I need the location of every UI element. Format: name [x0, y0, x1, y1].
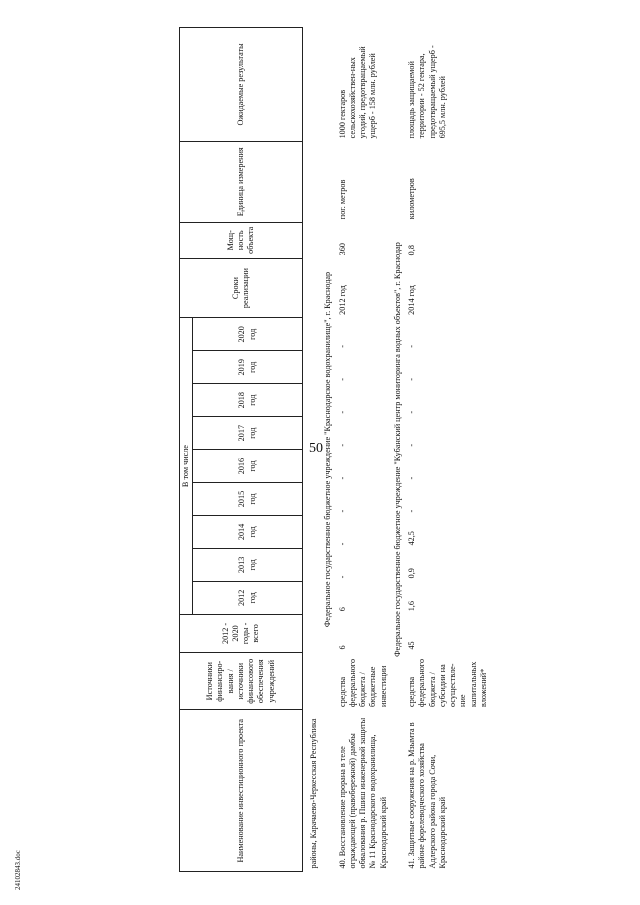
header-terms: Сроки реализации: [180, 258, 303, 318]
header-sources: Источники финансиро-вания / источники финансового обеспечения учреждений: [180, 653, 303, 710]
row-unit: пог. метров: [337, 179, 347, 220]
row-year-value: -: [337, 410, 347, 414]
section-heading-row: [391, 28, 405, 872]
row-source: средства федерального бюджета / бюджетные инвестиции: [337, 658, 388, 707]
section-heading: Федеральное государственное бюджетное учреждение "Кубанский центр мониторинга водных объектов", г. Краснодар: [392, 242, 402, 657]
header-results: Ожидаемые результаты: [180, 28, 303, 142]
row-terms: 2012 год: [337, 285, 347, 315]
footer-file-code: 2410284З.doc: [14, 850, 22, 890]
investment-table: [179, 27, 491, 872]
row-year-value: -: [337, 542, 347, 546]
header-year: 2016 год: [193, 450, 303, 483]
row-number: 40.: [337, 858, 347, 869]
header-capacity: Мощ-ность объекта: [180, 222, 303, 258]
section-heading: Федеральное государственное бюджетное учреждение "Краснодарское водохранилище", г. Краснодар: [323, 271, 333, 628]
row-year-value: 42,5: [407, 531, 416, 546]
row-capacity: 360: [337, 243, 347, 256]
header-unit: Единица измерения: [180, 141, 303, 222]
header-year: 2020 год: [193, 318, 303, 351]
row-capacity: 0,8: [407, 245, 416, 256]
row-year-value: -: [337, 575, 347, 579]
row-total: 6: [337, 645, 347, 650]
row-number: 41.: [407, 858, 416, 869]
header-year: 2012 год: [193, 581, 303, 614]
header-year: 2018 год: [193, 384, 303, 417]
header-incl: В том числе: [180, 318, 193, 614]
header-year: 2014 год: [193, 515, 303, 548]
row-year-value: -: [407, 410, 416, 414]
row-terms: 2014 год: [407, 285, 416, 315]
row-unit: километров: [407, 178, 416, 220]
header-year: 2013 год: [193, 548, 303, 581]
row-year-value: -: [407, 378, 416, 381]
row-year-value: -: [407, 509, 416, 513]
continuation-row: [303, 28, 322, 872]
row-year-value: -: [337, 345, 347, 348]
row-year-value: -: [337, 378, 347, 381]
continuation-text: районы, Карачаево-Черкесская Республика: [309, 718, 318, 869]
row-total: 45: [407, 641, 416, 650]
row-source: средства федерального бюджета / субсидии на осуществле-ние капитальных вложений*: [407, 658, 488, 707]
row-year-value: -: [337, 509, 347, 513]
row-year-value: 0,9: [407, 568, 416, 579]
row-year-value: -: [407, 476, 416, 480]
row-year-value: -: [407, 345, 416, 348]
header-year: 2017 год: [193, 417, 303, 450]
row-name-cell: [405, 710, 491, 872]
row-name: Восстановление прорана в теле ограждающей (правобережной) дамбы обвалования р. Пшиш инженерной защиты № 11 Краснодарского водохранилища, Краснодарский край: [337, 717, 388, 869]
page-number: 50: [309, 441, 323, 456]
row-results: площадь защищаемой территории - 52 гектара, предотвращаемый ущерб - 695,5 млн. рублей: [407, 45, 447, 139]
row-year-value: 6: [337, 607, 347, 612]
row-year-value: -: [407, 443, 416, 447]
header-year: 2015 год: [193, 483, 303, 516]
row-year-value: 1,6: [407, 601, 416, 612]
row-year-value: -: [337, 476, 347, 480]
table-row: [336, 28, 391, 872]
row-year-value: -: [337, 443, 347, 447]
rotated-table-container: [179, 27, 494, 872]
footer: [14, 850, 22, 891]
header-name: Наименование инвестиционного проекта: [180, 710, 303, 872]
row-results: 1000 гектаров сельскохозяйствен-ных угодий, предотвращаемый ущерб - 158 млн. рублей: [337, 46, 378, 139]
row-name: Защитные сооружения на р. Мзымта в районе форелеводческого хозяйства Адлерского района города Сочи, Краснодарский край: [407, 722, 447, 869]
header-total: 2012 - 2020 годы - всего: [180, 614, 303, 652]
table-header: [180, 28, 303, 872]
row-name-cell: [336, 710, 391, 872]
section-heading-row: [321, 28, 335, 872]
table-row: [405, 28, 491, 872]
header-year: 2019 год: [193, 351, 303, 384]
